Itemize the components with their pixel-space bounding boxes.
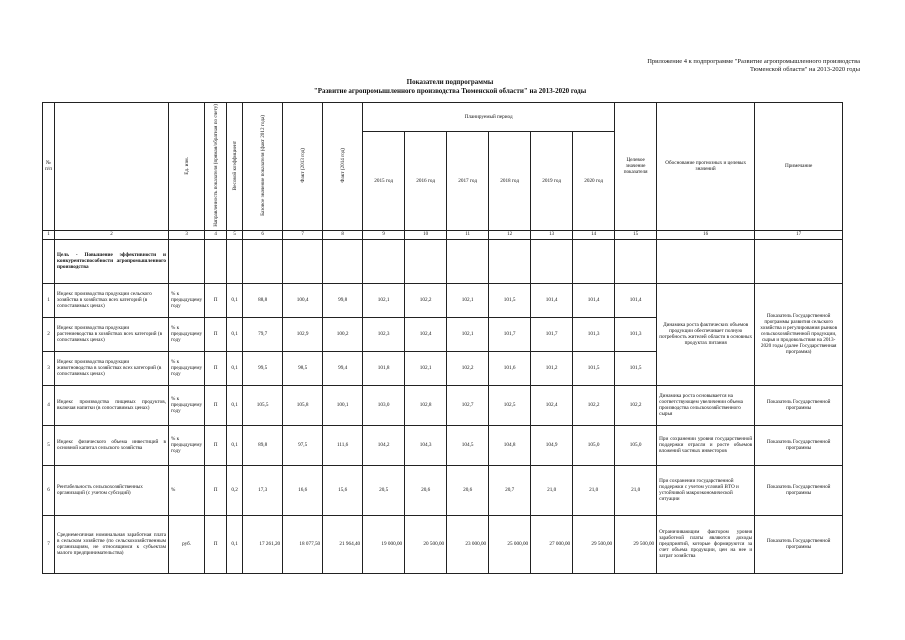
row-2018: 101,6 — [489, 351, 531, 385]
row-rationale: Ограничивающим фактором уровня заработной платы являются доходы предприятий, которые формируются за счет объема продукции, цен на нее и затрат хозяйства — [657, 515, 755, 573]
row-2015: 104,2 — [363, 425, 405, 465]
row-target: 101,3 — [615, 317, 657, 351]
row-2016: 20 500,00 — [405, 515, 447, 573]
row-unit: руб. — [169, 515, 205, 573]
row-fact-2014: 111,6 — [323, 425, 363, 465]
row-fact-2013: 98,5 — [283, 351, 323, 385]
col-number: 7 — [283, 230, 323, 239]
table-row — [43, 425, 843, 465]
table-row — [43, 515, 843, 573]
row-fact-2013: 102,9 — [283, 317, 323, 351]
col-header-fact-2014: Факт (2014 год) — [323, 103, 363, 231]
row-2019: 104,9 — [531, 425, 573, 465]
row-2016: 102,1 — [405, 351, 447, 385]
row-base: 105,5 — [243, 385, 283, 425]
row-2017: 102,2 — [447, 351, 489, 385]
col-number: 13 — [531, 230, 573, 239]
row-2019: 21,0 — [531, 465, 573, 515]
col-header-target: Целевое значение показателя — [615, 103, 657, 231]
col-number: 2 — [55, 230, 169, 239]
row-rationale: При сохранении государственной поддержки с учетом условий ВТО и устойчивой макроэкономической ситуации — [657, 465, 755, 515]
col-number: 1 — [43, 230, 55, 239]
row-2015: 102,3 — [363, 317, 405, 351]
goal-row — [43, 239, 843, 283]
row-weight: 0,1 — [227, 515, 243, 573]
col-header-base: Базовое значение показателя (факт 2012 года) — [243, 103, 283, 231]
row-name: Среднемесячная номинальная заработная плата в сельском хозяйстве (по сельскохозяйственным организациям, не относящимся к субъектам малого предпринимательства) — [55, 515, 169, 573]
row-direction: П — [205, 425, 227, 465]
row-target: 21,0 — [615, 465, 657, 515]
row-note: Показатель Государственной программы — [755, 385, 843, 425]
row-rationale: При сохранении уровня государственной поддержки отрасли и росте объемов вложений частных инвесторов — [657, 425, 755, 465]
row-no: 4 — [43, 385, 55, 425]
row-direction: П — [205, 465, 227, 515]
col-header-2016: 2016 год — [405, 132, 447, 230]
row-2018: 20,7 — [489, 465, 531, 515]
row-2017: 104,5 — [447, 425, 489, 465]
row-2017: 102,1 — [447, 317, 489, 351]
col-number: 9 — [363, 230, 405, 239]
row-no: 6 — [43, 465, 55, 515]
row-2020: 29 500,00 — [573, 515, 615, 573]
row-no: 3 — [43, 351, 55, 385]
col-number: 3 — [169, 230, 205, 239]
row-2016: 20,6 — [405, 465, 447, 515]
row-no: 7 — [43, 515, 55, 573]
row-weight: 0,2 — [227, 465, 243, 515]
column-number-row — [43, 230, 843, 239]
row-fact-2013: 97,5 — [283, 425, 323, 465]
row-2020: 101,3 — [573, 317, 615, 351]
row-2019: 101,2 — [531, 351, 573, 385]
row-2016: 102,2 — [405, 283, 447, 317]
row-weight: 0,1 — [227, 385, 243, 425]
row-unit: % к предыдущему году — [169, 317, 205, 351]
col-number: 12 — [489, 230, 531, 239]
row-direction: П — [205, 317, 227, 351]
row-2018: 101,5 — [489, 283, 531, 317]
col-number: 15 — [615, 230, 657, 239]
col-header-weight: Весовой коэффициент — [227, 103, 243, 231]
row-unit: % — [169, 465, 205, 515]
goal-text: Цель - Повышение эффективности и конкурентоспособности агропромышленного производства — [55, 239, 169, 283]
row-target: 101,4 — [615, 283, 657, 317]
row-2017: 102,1 — [447, 283, 489, 317]
col-number: 11 — [447, 230, 489, 239]
col-header-fact-2013: Факт (2013 год) — [283, 103, 323, 231]
row-base: 99,5 — [243, 351, 283, 385]
row-weight: 0,1 — [227, 351, 243, 385]
row-target: 29 500,00 — [615, 515, 657, 573]
table-row — [43, 465, 843, 515]
row-base: 79,7 — [243, 317, 283, 351]
row-direction: П — [205, 351, 227, 385]
row-2017: 102,7 — [447, 385, 489, 425]
row-note: Показатель Государственной программы — [755, 465, 843, 515]
row-fact-2014: 15,6 — [323, 465, 363, 515]
row-rationale: Динамика роста основывается на соответствующем увеличении объема производства сельскохозяйственного сырья — [657, 385, 755, 425]
row-no: 2 — [43, 317, 55, 351]
row-2015: 102,1 — [363, 283, 405, 317]
row-direction: П — [205, 515, 227, 573]
row-base: 17 261,20 — [243, 515, 283, 573]
row-base: 88,8 — [243, 283, 283, 317]
col-number: 4 — [205, 230, 227, 239]
title-line-1: Показатели подпрограммы — [406, 78, 494, 86]
row-2018: 104,8 — [489, 425, 531, 465]
row-name: Индекс производства продукции растениеводства в хозяйствах всех категорий (в сопоставимых ценах) — [55, 317, 169, 351]
col-header-name — [55, 103, 169, 231]
row-weight: 0,1 — [227, 283, 243, 317]
col-header-no: № п/п — [43, 103, 55, 231]
row-target: 105,0 — [615, 425, 657, 465]
col-header-2018: 2018 год — [489, 132, 531, 230]
row-no: 1 — [43, 283, 55, 317]
row-note: Показатель Государственной программы развития сельского хозяйства и регулирования рынков сельскохозяйственной продукции, сырья и продовольствия на 2013-2020 годы (далее Государственная программа) — [755, 283, 843, 385]
row-name: Индекс производства пищевых продуктов, включая напитки (в сопоставимых ценах) — [55, 385, 169, 425]
table-row — [43, 283, 843, 317]
appendix-note — [560, 58, 860, 74]
col-header-2015: 2015 год — [363, 132, 405, 230]
col-number: 8 — [323, 230, 363, 239]
col-header-2017: 2017 год — [447, 132, 489, 230]
col-number: 16 — [657, 230, 755, 239]
row-2020: 102,2 — [573, 385, 615, 425]
col-header-rationale: Обоснование прогнозных и целевых значений — [657, 103, 755, 231]
row-rationale: Динамика роста фактических объемов продукции обеспечивает полную потребность жителей области в основных продуктах питания — [657, 283, 755, 385]
row-fact-2014: 100,1 — [323, 385, 363, 425]
row-note: Показатель Государственной программы — [755, 425, 843, 465]
col-header-note: Примечание — [755, 103, 843, 231]
row-fact-2014: 99,8 — [323, 283, 363, 317]
row-2016: 102,4 — [405, 317, 447, 351]
col-header-2020: 2020 год — [573, 132, 615, 230]
row-weight: 0,1 — [227, 317, 243, 351]
row-direction: П — [205, 385, 227, 425]
row-target: 102,2 — [615, 385, 657, 425]
row-no: 5 — [43, 425, 55, 465]
table-row — [43, 385, 843, 425]
row-name: Рентабельность сельскохозяйственных организаций (с учетом субсидий) — [55, 465, 169, 515]
row-fact-2014: 100,2 — [323, 317, 363, 351]
appendix-line-1: Приложение 4 к подпрограмме "Развитие агропромышленного производства — [647, 58, 860, 65]
row-2018: 25 000,00 — [489, 515, 531, 573]
row-note: Показатель Государственной программы — [755, 515, 843, 573]
col-number: 5 — [227, 230, 243, 239]
row-base: 17,3 — [243, 465, 283, 515]
indicators-table — [42, 102, 843, 574]
col-header-forecast: Планируемый период — [363, 103, 615, 132]
row-unit: % к предыдущему году — [169, 351, 205, 385]
row-name: Индекс физического объема инвестиций в основной капитал сельского хозяйства — [55, 425, 169, 465]
row-name: Индекс производства продукции животноводства в хозяйствах всех категорий (в сопоставимых ценах) — [55, 351, 169, 385]
row-2018: 101,7 — [489, 317, 531, 351]
document-title — [240, 78, 660, 96]
row-base: 89,8 — [243, 425, 283, 465]
title-line-2: "Развитие агропромышленного производства Тюменской области" на 2013-2020 годы — [313, 87, 587, 95]
col-header-2019: 2019 год — [531, 132, 573, 230]
row-unit: % к предыдущему году — [169, 425, 205, 465]
row-2019: 101,4 — [531, 283, 573, 317]
row-2015: 19 000,00 — [363, 515, 405, 573]
row-fact-2013: 18 077,50 — [283, 515, 323, 573]
row-2016: 102,8 — [405, 385, 447, 425]
row-2019: 101,7 — [531, 317, 573, 351]
row-fact-2014: 21 964,40 — [323, 515, 363, 573]
row-name: Индекс производства продукции сельского хозяйства в хозяйствах всех категорий (в сопоставимых ценах) — [55, 283, 169, 317]
row-2019: 102,4 — [531, 385, 573, 425]
row-direction: П — [205, 283, 227, 317]
row-2020: 105,0 — [573, 425, 615, 465]
row-2018: 102,5 — [489, 385, 531, 425]
col-header-direction: Направленность показателя (прямая/обратная по счету) — [205, 103, 227, 231]
col-number: 17 — [755, 230, 843, 239]
col-number: 10 — [405, 230, 447, 239]
col-number: 6 — [243, 230, 283, 239]
row-2015: 20,5 — [363, 465, 405, 515]
appendix-line-2: Тюменской области" на 2013-2020 годы — [750, 66, 860, 73]
row-target: 101,5 — [615, 351, 657, 385]
row-fact-2013: 105,8 — [283, 385, 323, 425]
row-2015: 101,8 — [363, 351, 405, 385]
row-weight: 0,1 — [227, 425, 243, 465]
col-header-unit: Ед. изм. — [169, 103, 205, 231]
row-fact-2013: 100,4 — [283, 283, 323, 317]
row-2020: 101,5 — [573, 351, 615, 385]
row-2016: 104,3 — [405, 425, 447, 465]
row-2017: 23 000,00 — [447, 515, 489, 573]
row-unit: % к предыдущему году — [169, 283, 205, 317]
row-fact-2013: 16,6 — [283, 465, 323, 515]
row-2017: 20,6 — [447, 465, 489, 515]
row-2015: 103,0 — [363, 385, 405, 425]
row-2020: 21,0 — [573, 465, 615, 515]
col-number: 14 — [573, 230, 615, 239]
row-fact-2014: 99,4 — [323, 351, 363, 385]
row-2020: 101,4 — [573, 283, 615, 317]
row-2019: 27 000,00 — [531, 515, 573, 573]
row-unit: % к предыдущему году — [169, 385, 205, 425]
